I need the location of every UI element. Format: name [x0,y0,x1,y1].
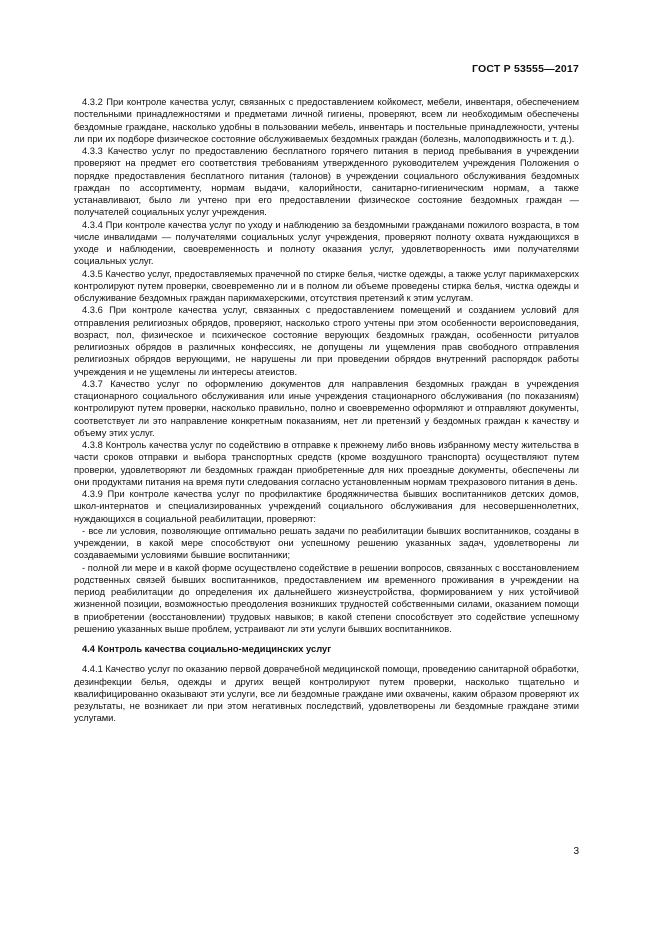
list-item-conditions: - все ли условия, позволяющие оптимально решать задачи по реабилитации бывших воспитанников, созданы в учреждении, в какой мере способствуют они успешному решению указанных задач, удовлетворены ли создаваемыми условиями бывшие воспитанники; [74,525,579,561]
paragraph-4-3-8: 4.3.8 Контроль качества услуг по содействию в отправке к прежнему либо вновь избранному месту жительства в части сроков отправки и выбора транспортных средств (кроме воздушного транспорта) осуществляют путем проверки, удовлетворяют ли бездомных граждан приобретенные для них проездные документы, обеспечены ли они продуктами питания на время пути следования согласно установленным нормам трехразового питания в день. [74,440,579,487]
paragraph-4-3-2: 4.3.2 При контроле качества услуг, связанных с предоставлением койкомест, мебели, инвентаря, обеспечением постельными принадлежностями и предметами личной гигиены, проверяют, всем ли необходимым обеспечены бездомные граждане, насколько удобны в пользовании мебель, инвентарь и постельные принадлежности, учтены ли при их подборе физическое состояние обслуживаемых бездомных граждан (болезнь, малоподвижность и т. д.). [74,97,579,144]
page-number: 3 [573,846,579,857]
paragraph-4-3-4: 4.3.4 При контроле качества услуг по уходу и наблюдению за бездомными гражданами пожилого возраста, в том числе инвалидами — получателями социальных услуг учреждения, проверяют полноту охвата нуждающихся в уходе и наблюдении, своевременность и полноту оказания услуг, удовлетворенность ими получателями социальных услуг. [74,219,579,267]
paragraph-4-3-9: 4.3.9 При контроле качества услуг по профилактике бродяжничества бывших воспитанников детских домов, школ-интернатов и специализированных учреждений социального обслуживания для несовершеннолетних, нуждающихся в социальной реабилитации, проверяют: [74,489,579,524]
section-heading-4-4: 4.4 Контроль качества социально-медицинских услуг [82,644,332,654]
paragraph-4-4-1: 4.4.1 Качество услуг по оказанию первой доврачебной медицинской помощи, проведению санитарной обработки, дезинфекции белья, одежды и других вещей контролируют путем проверки, насколько тщательно и квалифицированно оказывают эти услуги, все ли бездомные граждане ими охвачены, каким образом проверяют их результаты, не возникает ли при этом негативных последствий, удовлетворены ли бездомные граждане этими услугами. [74,664,579,724]
paragraph-4-3-6: 4.3.6 При контроле качества услуг, связанных с предоставлением помещений и созданием условий для отправления религиозных обрядов, проверяют, насколько строго учтены при этом особенности вероисповедания, возраст, пол, физическое и психическое состояние верующих бездомных граждан, особенности ритуалов религиозных обрядов в различных конфессиях, не допущены ли ущемления прав свободного отправления религиозных обрядов верующими, не нарушены ли при проведении обрядов внутренний распорядок работы учреждения и не ущемлены ли интересы атеистов. [74,305,579,377]
list-item-assistance: - полной ли мере и в какой форме осуществлено содействие в решении вопросов, связанных с восстановлением родственных связей бывших воспитанников, предоставлением им временного проживания в учреждении на период реабилитации до определения их дальнейшего жизнеустройства, формированием у них устойчивой жизненной позиции, возможностью преодоления возникших трудностей собственными силами, оказанием помощи в приобретении (восстановлении) трудовых навыков; в какой степени способствует это содействие успешному решению указанных выше проблем, устраивают ли эти услуги бывших воспитанников. [74,562,579,634]
paragraph-4-3-5: 4.3.5 Качество услуг, предоставляемых прачечной по стирке белья, чистке одежды, а также услуг парикмахерских контролируют путем проверки, своевременно ли и в полном ли объеме проведены стирка белья, чистка одежды и обслуживание бездомных граждан парикмахерскими, отсутствия претензий к этим услугам. [74,268,579,303]
document-body [74,96,579,725]
paragraph-4-3-7: 4.3.7 Качество услуг по оформлению документов для направления бездомных граждан в учреждения стационарного социального обслуживания или иные учреждения стационарного обслуживания (по показаниям) контролируют путем проверки, насколько правильно, полно и своевременно оформляют и отправляют документы, соответствует ли это направление конкретным показаниям, нет ли претензий у бездомных граждан к качеству и объему этих услуг. [74,378,579,438]
document-standard-header: ГОСТ Р 53555—2017 [471,63,579,75]
paragraph-4-3-3: 4.3.3 Качество услуг по предоставлению бесплатного горячего питания в период пребывания в учреждении проверяют на предмет его соответствия требованиям утвержденного руководителем учреждения Положения о порядке предоставления бесплатного питания (талонов) в учреждении социального обслуживания бездомных граждан по ассортименту, нормам выдачи, калорийности, санитарно-гигиеническим нормам, а также устанавливают, было ли учтено при его предоставлении физическое состояние бездомных граждан — получателей социальных услуг учреждения. [74,146,579,218]
